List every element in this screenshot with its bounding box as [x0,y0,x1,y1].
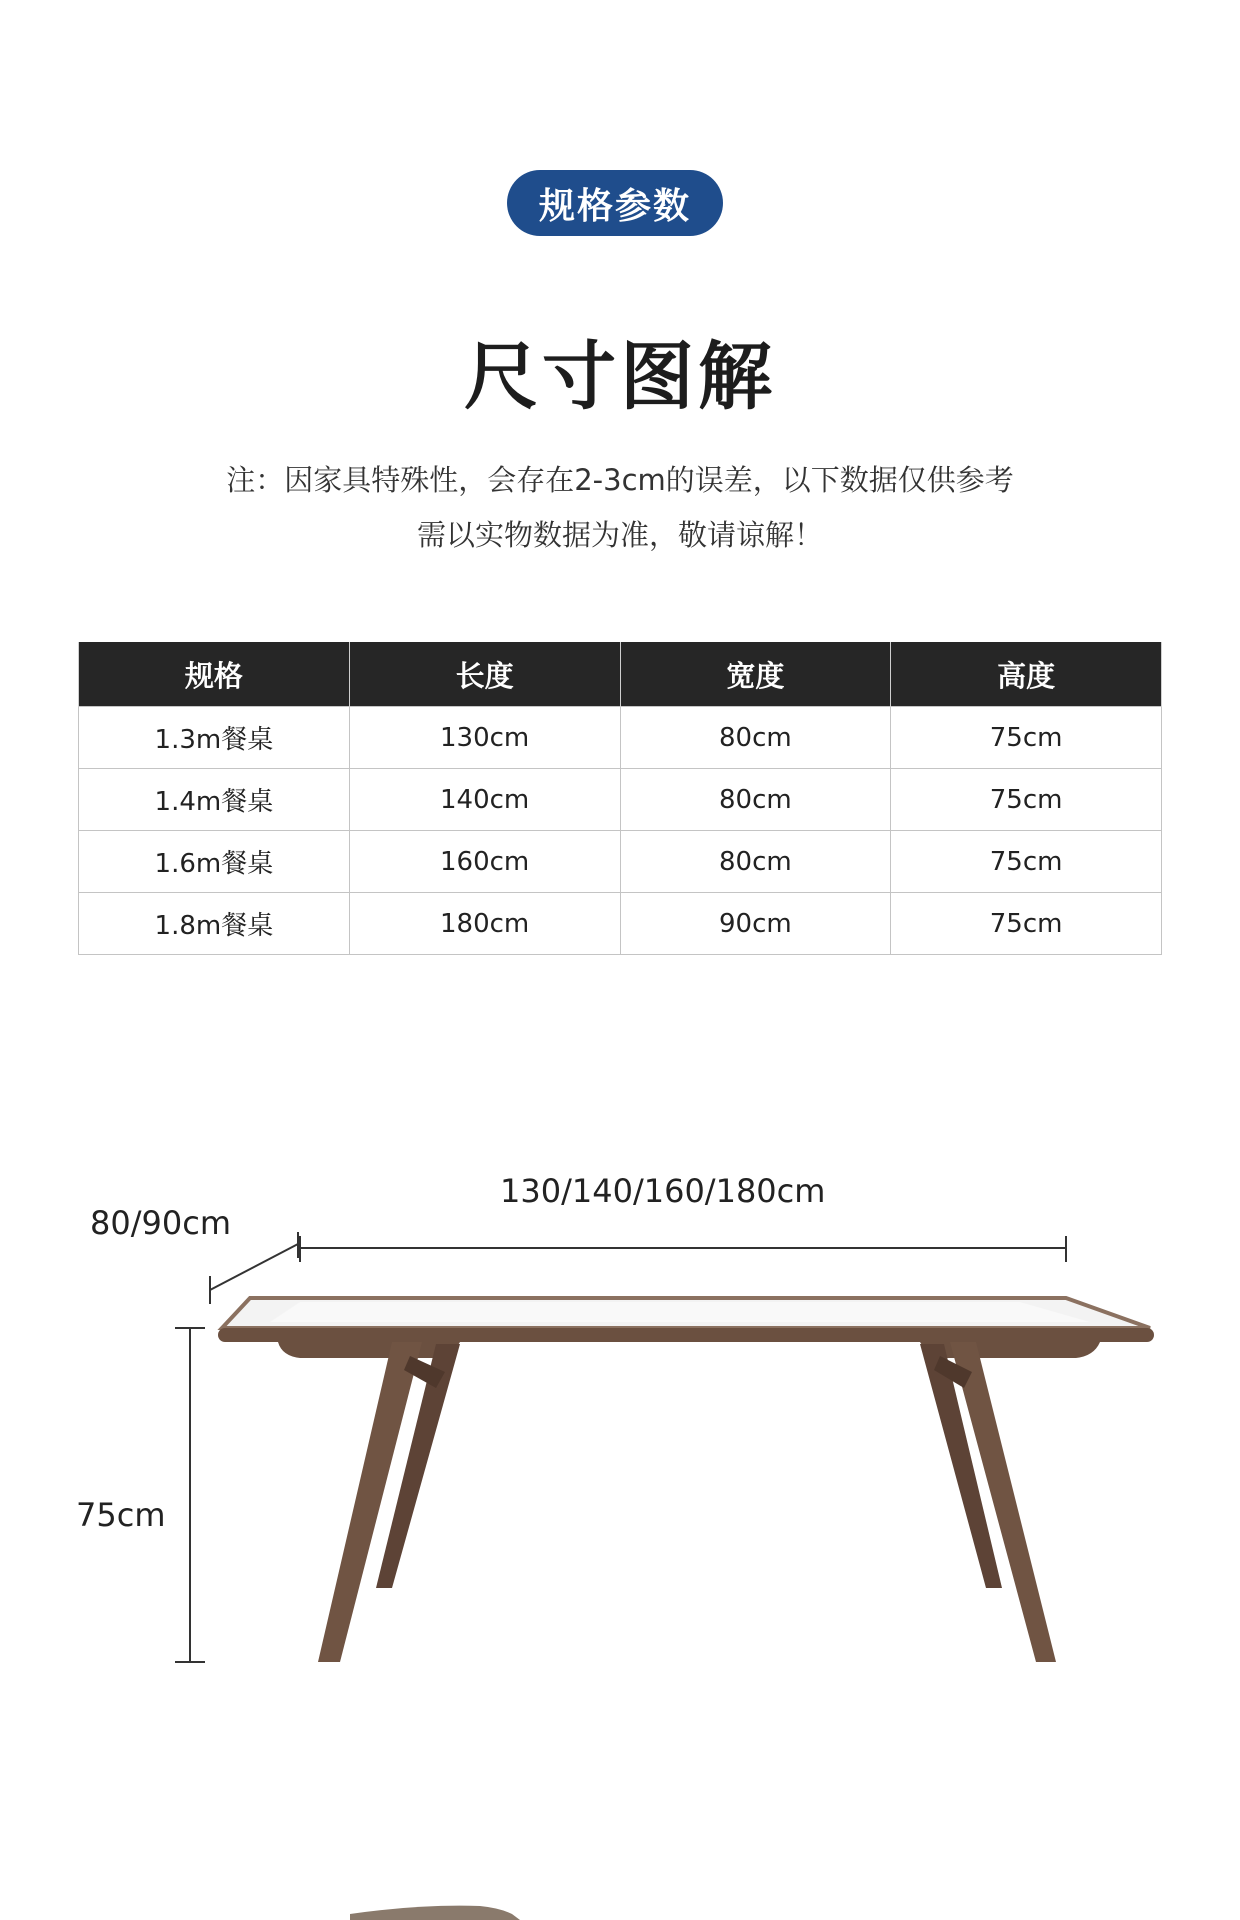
disclaimer-line-1: 注：因家具特殊性，会存在2-3cm的误差，以下数据仅供参考 [226,463,1014,497]
disclaimer-line-2: 需以实物数据为准，敬请谅解！ [416,518,823,552]
length-dimension-label: 130/140/160/180cm [500,1172,826,1210]
width-dimension-line [210,1232,298,1304]
page-title: 尺寸图解 [464,334,776,420]
header-cell-length: 长度 [349,642,620,707]
cell-height: 75cm [891,707,1162,769]
cell-length: 160cm [349,831,620,893]
cell-width: 80cm [620,707,891,769]
cell-width: 80cm [620,769,891,831]
length-dimension-line [300,1236,1066,1262]
header-cell-width: 宽度 [620,642,891,707]
cell-spec: 1.3m餐桌 [79,707,350,769]
header-cell-height: 高度 [891,642,1162,707]
cell-width: 90cm [620,893,891,955]
header-cell-spec: 规格 [79,642,350,707]
height-dimension-label: 75cm [76,1496,166,1534]
cell-height: 75cm [891,831,1162,893]
cell-length: 140cm [349,769,620,831]
next-image-fragment [350,1906,520,1920]
height-dimension-line [175,1328,205,1662]
width-dimension-label: 80/90cm [90,1204,231,1242]
cell-spec: 1.8m餐桌 [79,893,350,955]
section-badge: 规格参数 [507,170,723,236]
cell-spec: 1.6m餐桌 [79,831,350,893]
cell-spec: 1.4m餐桌 [79,769,350,831]
table-top-edge [218,1328,1154,1342]
cell-height: 75cm [891,893,1162,955]
cell-width: 80cm [620,831,891,893]
cell-length: 130cm [349,707,620,769]
cell-height: 75cm [891,769,1162,831]
cell-length: 180cm [349,893,620,955]
dining-table-illustration [218,1298,1154,1662]
